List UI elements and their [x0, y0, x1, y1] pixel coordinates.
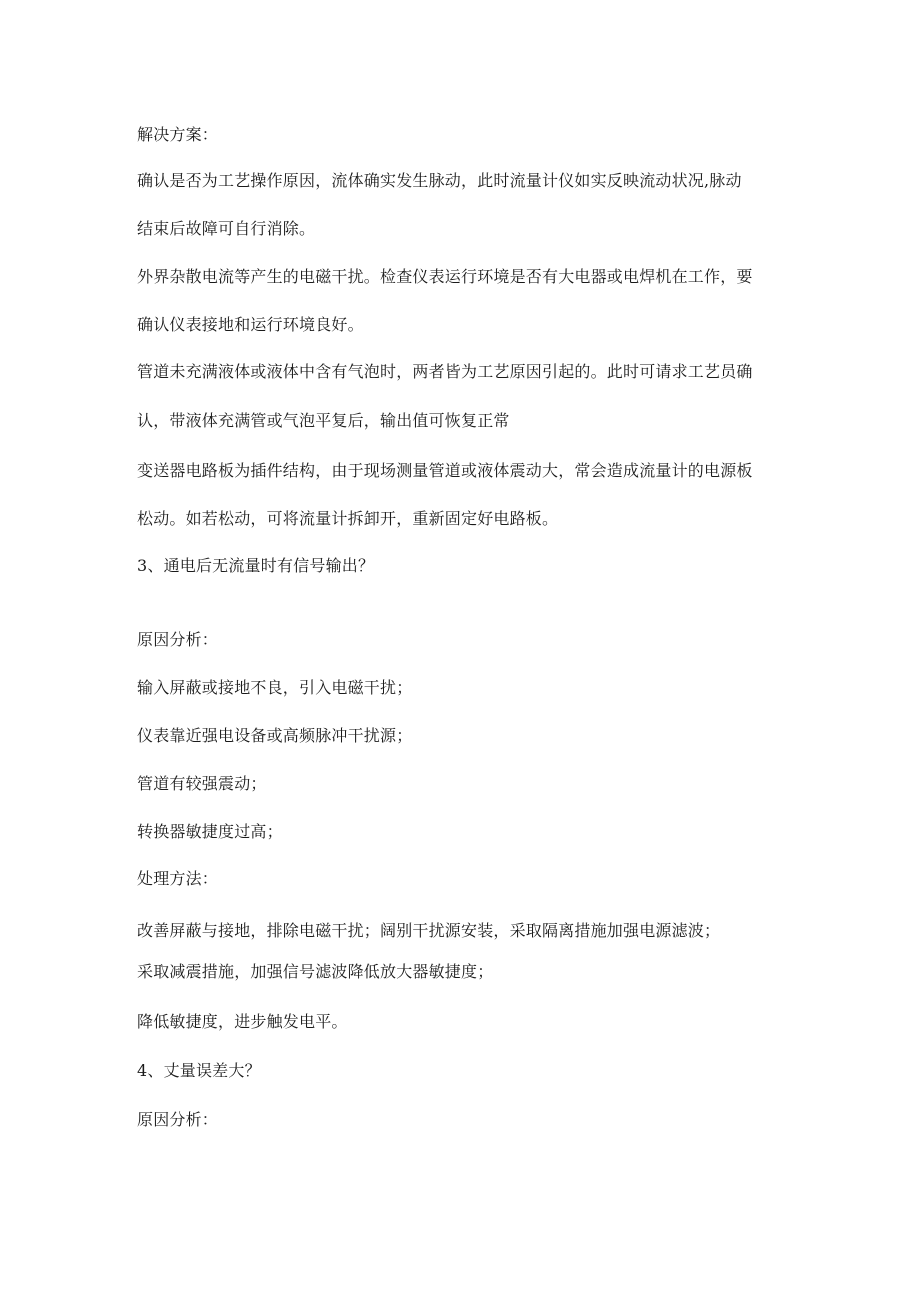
paragraph-line: 确认仪表接地和运行环境良好。 — [137, 315, 364, 334]
list-item: 改善屏蔽与接地，排除电磁干扰；阔别干扰源安装，采取隔离措施加强电源滤波； — [137, 921, 721, 940]
cause-analysis-heading: 原因分析： — [137, 630, 219, 649]
paragraph-line: 认，带液体充满管或气泡平复后，输出值可恢复正常 — [137, 411, 510, 430]
paragraph-line: 管道未充满液体或液体中含有气泡时，两者皆为工艺原因引起的。此时可请求工艺员确 — [137, 362, 753, 381]
cause-analysis-heading: 原因分析： — [137, 1110, 219, 1129]
section-heading: 3、通电后无流量时有信号输出？ — [137, 556, 375, 575]
list-item: 输入屏蔽或接地不良，引入电磁干扰； — [137, 678, 413, 697]
paragraph-line: 结束后故障可自行消除。 — [137, 219, 316, 238]
solution-heading: 解决方案： — [137, 125, 219, 144]
paragraph-line: 松动。如若松动，可将流量计拆卸开，重新固定好电路板。 — [137, 509, 559, 528]
list-item: 管道有较强震动； — [137, 774, 267, 793]
list-item: 采取减震措施，加强信号滤波降低放大器敏捷度； — [137, 962, 494, 981]
section-heading: 4、丈量误差大？ — [137, 1061, 261, 1080]
paragraph-line: 变送器电路板为插件结构，由于现场测量管道或液体震动大，常会造成流量计的电源板 — [137, 461, 753, 480]
list-item: 降低敏捷度，进步触发电平。 — [137, 1012, 348, 1031]
paragraph-line: 外界杂散电流等产生的电磁干扰。检查仪表运行环境是否有大电器或电焊机在工作，要 — [137, 267, 753, 286]
paragraph-line: 确认是否为工艺操作原因，流体确实发生脉动，此时流量计仪如实反映流动状况,脉动 — [137, 171, 742, 190]
list-item: 仪表靠近强电设备或高频脉冲干扰源； — [137, 726, 413, 745]
method-heading: 处理方法： — [137, 869, 219, 888]
list-item: 转换器敏捷度过高； — [137, 822, 283, 841]
